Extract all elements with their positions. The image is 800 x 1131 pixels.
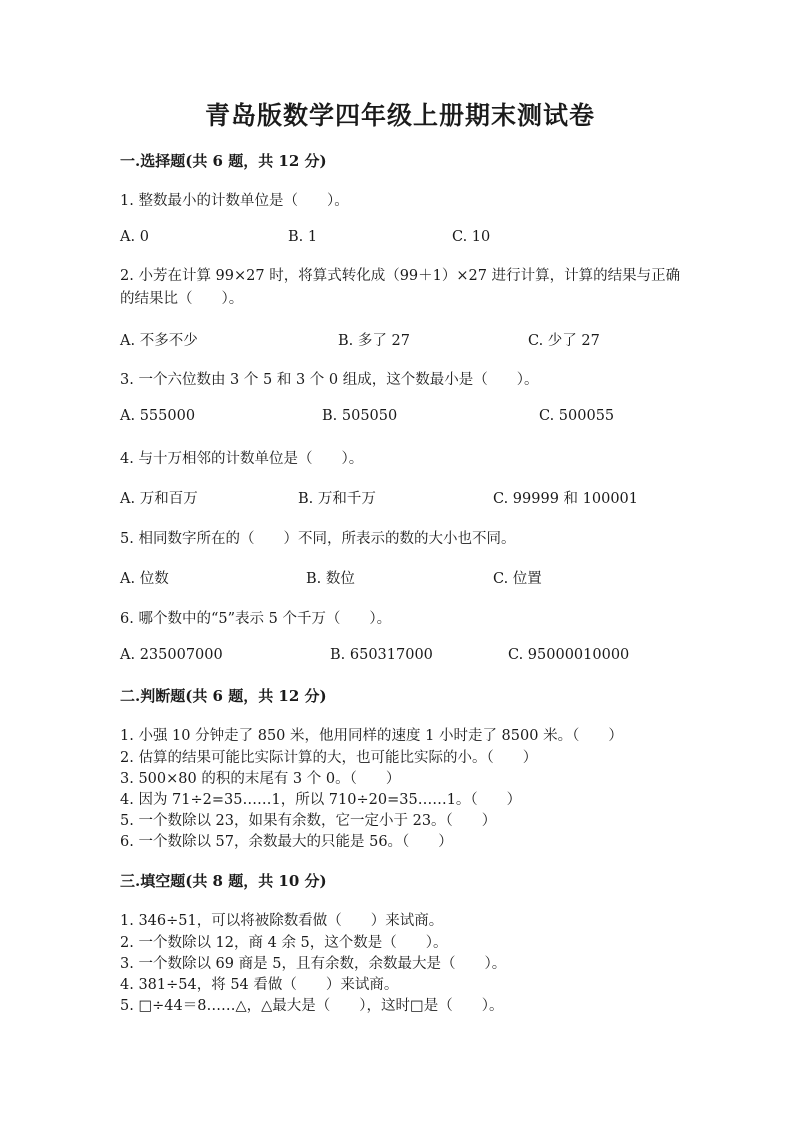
option-a: A. 0 xyxy=(120,229,149,245)
question-text: 2. 小芳在计算 99×27 时，将算式转化成（99＋1）×27 进行计算，计算的结果与正确的结果比（ ）。 xyxy=(120,268,681,307)
option-a: A. 235007000 xyxy=(120,647,223,663)
section-heading-choice: 一.选择题(共 6 题，共 12 分) xyxy=(120,152,327,170)
question-text: 4. 与十万相邻的计数单位是（ ）。 xyxy=(120,451,364,467)
page-title: 青岛版数学四年级上册期末测试卷 xyxy=(204,101,595,130)
judgement-item: 4. 因为 71÷2=35……1，所以 710÷20=35……1。（ ） xyxy=(120,792,522,808)
option-b: B. 多了 27 xyxy=(338,333,410,349)
fill-item: 4. 381÷54，将 54 看做（ ）来试商。 xyxy=(120,977,399,993)
judgement-item: 5. 一个数除以 23，如果有余数，它一定小于 23。（ ） xyxy=(120,813,497,829)
option-b: B. 万和千万 xyxy=(298,491,376,507)
option-b: B. 505050 xyxy=(322,408,398,424)
option-c: C. 500055 xyxy=(539,408,615,424)
judgement-item: 2. 估算的结果可能比实际计算的大，也可能比实际的小。（ ） xyxy=(120,750,538,766)
question-text: 3. 一个六位数由 3 个 5 和 3 个 0 组成，这个数最小是（ ）。 xyxy=(120,372,539,388)
option-a: A. 555000 xyxy=(120,408,196,424)
fill-item: 5. □÷44＝8……△，△最大是（ ），这时□是（ ）。 xyxy=(120,998,504,1014)
option-a: A. 不多不少 xyxy=(120,333,198,349)
fill-item: 1. 346÷51，可以将被除数看做（ ）来试商。 xyxy=(120,913,444,929)
option-c: C. 少了 27 xyxy=(528,333,600,349)
fill-item: 3. 一个数除以 69 商是 5，且有余数，余数最大是（ ）。 xyxy=(120,956,507,972)
section-heading-fill: 三.填空题(共 8 题，共 10 分) xyxy=(120,872,327,890)
judgement-item: 6. 一个数除以 57，余数最大的只能是 56。（ ） xyxy=(120,834,453,850)
option-c: C. 10 xyxy=(452,229,491,245)
option-a: A. 位数 xyxy=(120,571,169,587)
judgement-item: 3. 500×80 的积的末尾有 3 个 0。（ ） xyxy=(120,771,401,787)
option-b: B. 数位 xyxy=(306,571,355,587)
judgement-item: 1. 小强 10 分钟走了 850 米，他用同样的速度 1 小时走了 8500 米。（ ） xyxy=(120,728,623,744)
section-heading-judgement: 二.判断题(共 6 题，共 12 分) xyxy=(120,687,327,705)
option-c: C. 位置 xyxy=(493,571,542,587)
question-text: 6. 哪个数中的“5”表示 5 个千万（ ）。 xyxy=(120,611,392,627)
option-a: A. 万和百万 xyxy=(120,491,198,507)
fill-item: 2. 一个数除以 12，商 4 余 5，这个数是（ ）。 xyxy=(120,935,448,951)
option-c: C. 95000010000 xyxy=(508,647,630,663)
question-text: 5. 相同数字所在的（ ）不同，所表示的数的大小也不同。 xyxy=(120,531,516,547)
question-text: 1. 整数最小的计数单位是（ ）。 xyxy=(120,193,349,209)
option-b: B. 650317000 xyxy=(330,647,433,663)
option-b: B. 1 xyxy=(288,229,318,245)
option-c: C. 99999 和 100001 xyxy=(493,491,638,507)
